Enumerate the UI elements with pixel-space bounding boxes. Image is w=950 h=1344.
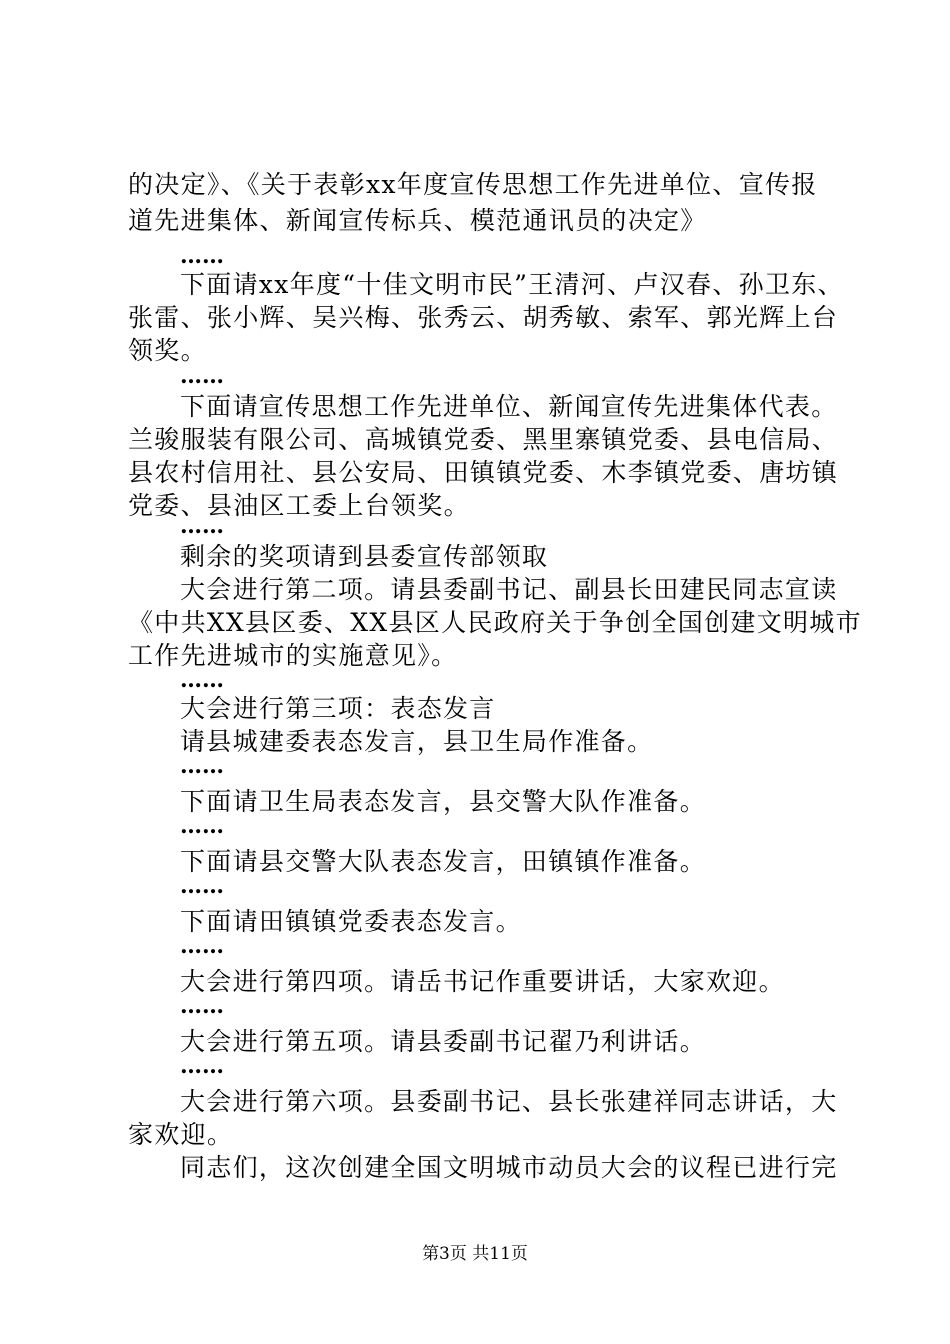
- ellipsis-line: ……: [180, 363, 224, 389]
- page-footer: 第3页 共11页: [422, 1244, 528, 1264]
- ellipsis-line: ……: [180, 753, 224, 779]
- ellipsis-line: ……: [180, 873, 224, 899]
- text-line: 县农村信用社、县公安局、田镇镇党委、木李镇党委、唐坊镇: [128, 458, 839, 487]
- text-line: 大会进行第五项。请县委副书记翟乃利讲话。: [180, 1027, 707, 1056]
- text-line: 党委、县油区工委上台领奖。: [128, 491, 470, 520]
- ellipsis-line: ……: [180, 1053, 224, 1079]
- text-line: 《中共XX县区委、XX县区人民政府关于争创全国创建文明城市: [128, 608, 862, 637]
- text-line: 剩余的奖项请到县委宣传部领取: [180, 542, 549, 571]
- text-line: 大会进行第二项。请县委副书记、副县长田建民同志宣读: [180, 575, 838, 604]
- text-line: 下面请县交警大队表态发言，田镇镇作准备。: [180, 847, 707, 876]
- text-line: 大会进行第三项：表态发言: [180, 694, 496, 723]
- text-line: 同志们，这次创建全国文明城市动员大会的议程已进行完: [180, 1153, 838, 1182]
- text-line: 领奖。: [128, 336, 207, 365]
- ellipsis-line: ……: [180, 813, 224, 839]
- text-line: 下面请田镇镇党委表态发言。: [180, 907, 522, 936]
- text-line: 张雷、张小辉、吴兴梅、张秀云、胡秀敏、索军、郭光辉上台: [128, 303, 839, 332]
- text-line: 的决定》、《关于表彰xx年度宣传思想工作先进单位、宣传报: [128, 170, 818, 199]
- text-line: 大会进行第六项。县委副书记、县长张建祥同志讲话，大: [180, 1087, 838, 1116]
- text-line: 下面请宣传思想工作先进单位、新闻宣传先进集体代表。: [180, 392, 838, 421]
- text-line: 下面请卫生局表态发言，县交警大队作准备。: [180, 787, 707, 816]
- text-line: 大会进行第四项。请岳书记作重要讲话，大家欢迎。: [180, 967, 785, 996]
- text-line: 道先进集体、新闻宣传标兵、模范通讯员的决定》: [128, 206, 707, 235]
- text-line: 兰骏服装有限公司、高城镇党委、黑里寨镇党委、县电信局、: [128, 425, 839, 454]
- text-line: 工作先进城市的实施意见》。: [128, 641, 458, 670]
- ellipsis-line: ……: [180, 667, 224, 693]
- ellipsis-line: ……: [180, 243, 224, 269]
- ellipsis-line: ……: [180, 993, 224, 1019]
- text-line: 请县城建委表态发言，县卫生局作准备。: [180, 727, 654, 756]
- text-line: 下面请xx年度“十佳文明市民”王清河、卢汉春、孙卫东、: [180, 270, 844, 299]
- ellipsis-line: ……: [180, 513, 224, 539]
- ellipsis-line: ……: [180, 933, 224, 959]
- text-line: 家欢迎。: [128, 1120, 234, 1149]
